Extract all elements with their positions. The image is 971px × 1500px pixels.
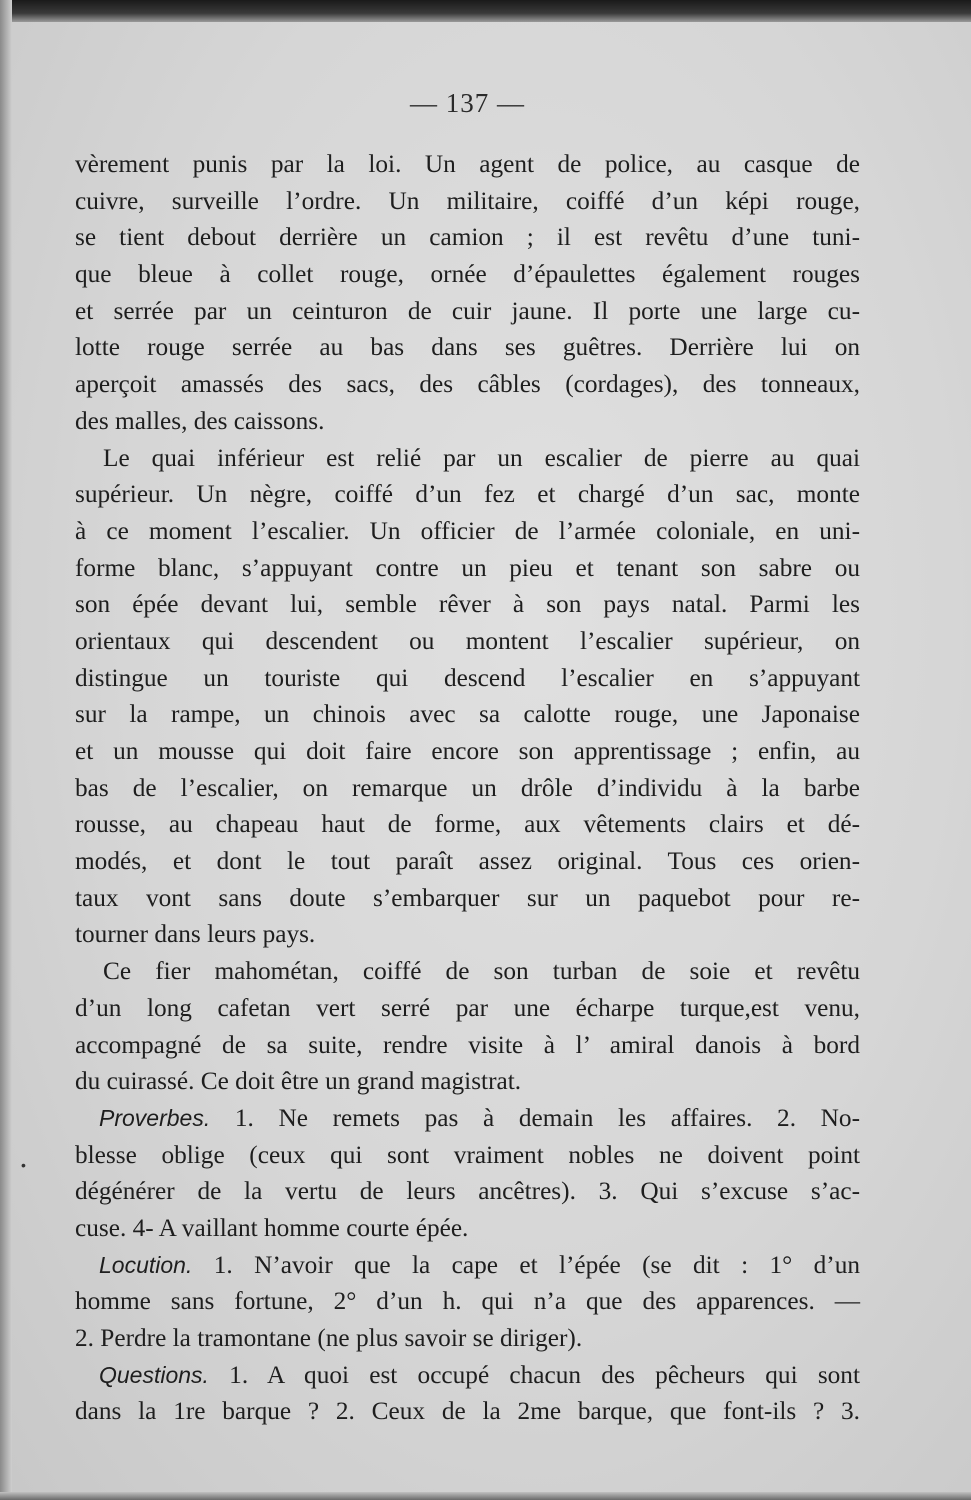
locution-first-line [75,1247,860,1284]
text-line: son épée devant lui, semble rêver à son pays natal. Parmi les [75,590,860,619]
questions-first-line [75,1357,860,1394]
questions-label: Questions. [99,1361,209,1388]
text-line: lotte rouge serrée au bas dans ses guêtres. Derrière lui on [75,333,860,362]
page-number: — 137 — [410,88,525,118]
locution-section [75,1247,860,1357]
text-line: Ce fier mahométan, coiffé de son turban de soie et revêtu [103,957,860,986]
text-line: vèrement punis par la loi. Un agent de police, au casque de [75,150,860,178]
text-line: distingue un touriste qui descend l’escalier en s’appuyant [75,663,860,692]
text-line: accompagné de sa suite, rendre visite à l’ amiral danois à bord [75,1030,860,1059]
page-left-edge [0,0,12,1500]
page-text [75,146,860,1430]
text-line: taux vont sans doute s’embarquer sur un paquebot pour re- [75,883,860,912]
text-line: homme sans fortune, 2° d’un h. qui n’a que des apparences. — [75,1287,860,1316]
paragraph-2 [75,440,860,954]
text-line: tourner dans leurs pays. [75,920,316,949]
page-top-edge [0,0,971,22]
text-line: blesse oblige (ceux qui sont vraiment nobles ne doivent point [75,1140,860,1169]
text-line: du cuirassé. Ce doit être un grand magistrat. [75,1067,522,1096]
text-line: cuse. 4- A vaillant homme courte épée. [75,1213,469,1242]
text-line: et un mousse qui doit faire encore son apprentissage ; enfin, au [75,737,860,765]
locution-first-text: 1. N’avoir que la cape et l’épée (se dit : 1° d’un [213,1250,860,1279]
proverbes-label: Proverbes. [99,1104,211,1131]
proverbes-first-line [75,1100,860,1137]
text-line: et serrée par un ceinturon de cuir jaune. Il porte une large cu- [75,296,860,325]
page-bottom-edge [0,1492,971,1500]
proverbes-first-text: 1. Ne remets pas à demain les affaires. 2. No- [234,1103,860,1132]
text-line: dans la 1re barque ? 2. Ceux de la 2me barque, que font-ils ? 3. [75,1397,860,1426]
text-line: orientaux qui descendent ou montent l’escalier supérieur, on [75,626,860,655]
text-line: d’un long cafetan vert serré par une écharpe turque,est venu, [75,993,860,1022]
text-line: supérieur. Un nègre, coiffé d’un fez et chargé d’un sac, monte [75,480,860,509]
text-line: 2. Perdre la tramontane (ne plus savoir se diriger). [75,1324,583,1352]
margin-speck: • [21,1157,26,1173]
text-line: des malles, des caissons. [75,406,325,435]
text-line: cuivre, surveille l’ordre. Un militaire, coiffé d’un képi rouge, [75,186,860,215]
paragraph-3 [75,953,860,1100]
questions-first-text: 1. A quoi est occupé chacun des pêcheurs qui sont [229,1360,860,1389]
text-line: modés, et dont le tout paraît assez original. Tous ces orien- [75,847,860,876]
text-line: que bleue à collet rouge, ornée d’épaulettes également rouges [75,260,860,289]
text-line: se tient debout derrière un camion ; il est revêtu d’une tuni- [75,223,860,252]
text-line: forme blanc, s’appuyant contre un pieu et tenant son sabre ou [75,553,860,582]
proverbes-section [75,1100,860,1247]
paragraph-1 [75,146,860,440]
text-line: dégénérer de la vertu de leurs ancêtres). 3. Qui s’excuse s’ac- [75,1177,860,1206]
text-line: à ce moment l’escalier. Un officier de l’armée coloniale, en uni- [75,516,860,545]
questions-section [75,1357,860,1430]
text-line: sur la rampe, un chinois avec sa calotte rouge, une Japonaise [75,700,860,729]
locution-label: Locution. [99,1251,193,1278]
text-line: Le quai inférieur est relié par un escalier de pierre au quai [103,443,860,472]
text-line: bas de l’escalier, on remarque un drôle d’individu à la barbe [75,773,860,802]
text-line: aperçoit amassés des sacs, des câbles (cordages), des tonneaux, [75,370,860,399]
text-line: rousse, au chapeau haut de forme, aux vêtements clairs et dé- [75,810,860,839]
